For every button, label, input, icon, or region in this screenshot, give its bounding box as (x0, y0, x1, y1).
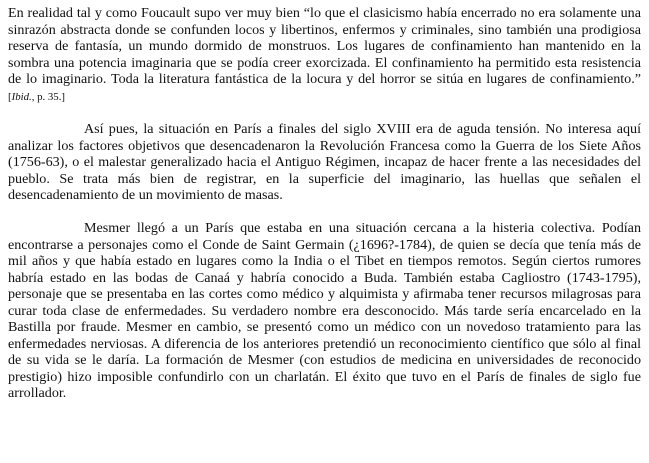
paragraph-foucault-quote (8, 5, 641, 105)
citation-work: Ibid. (11, 90, 32, 103)
paragraph-text: En realidad tal y como Foucault supo ver muy bien “lo que el clasicismo había encerrado no era solamente una sinrazón abstracta donde se confunden locos y libertinos, enfermos y criminales, sino también una prodigiosa reserva de fantasía, un mundo dormido de monstruos. Los lugares de confinamiento han mantenido en la sombra una potencia imaginaria que se podía creer exorcizada. El confinamiento ha permitido esta resistencia de lo imaginario. Toda la literatura fantástica de la locura y del horror se sitúa en lugares de confinamiento.” (8, 5, 641, 88)
paragraph-text: Mesmer llegó a un París que estaba en una situación cercana a la histeria colectiva. Podían encontrarse a personajes como el Conde de Saint Germain (¿1696?-1784), de quien se decía que tenía más de mil años y que había estado en lugares como la India o el Tibet en tiempos remotos. Según ciertos rumores habría estado en las bodas de Canaá y habría conocido a Buda. También estaba Cagliostro (1743-1795), personaje que se presentaba en las cortes como médico y alquimista y afirmaba tener recursos milagrosas para curar toda clase de enfermedades. Su verdadero nombre era desconocido. Más tarde sería encarcelado en la Bastilla por fraude. Mesmer en cambio, se presentó como un médico con un novedoso tratamiento para las enfermedades nerviosas. A diferencia de los anteriores pretendió un reconocimiento científico que sólo al final de su vida se le daría. La formación de Mesmer (con estudios de medicina en universidades de reconocido prestigio) hizo imposible confundirlo con un charlatán. El éxito que tuvo en el París de finales de siglo fue arrollador. (8, 220, 641, 402)
paragraph-paris-tension (8, 121, 641, 204)
paragraph-mesmer (8, 220, 641, 402)
citation: [Ibid., p. 35.] (8, 90, 65, 103)
paragraph-text: Así pues, la situación en París a finales del siglo XVIII era de aguda tensión. No interesa aquí analizar los factores objetivos que desencadenaron la Revolución Francesa como la Guerra de los Siete Años (1756-63), o el malestar generalizado hacia el Antiguo Régimen, incapaz de hacer frente a las necesidades del pueblo. Se trata más bien de registrar, en la superficie del imaginario, las huellas que señalen el desencadenamiento de un movimiento de masas. (8, 121, 641, 204)
